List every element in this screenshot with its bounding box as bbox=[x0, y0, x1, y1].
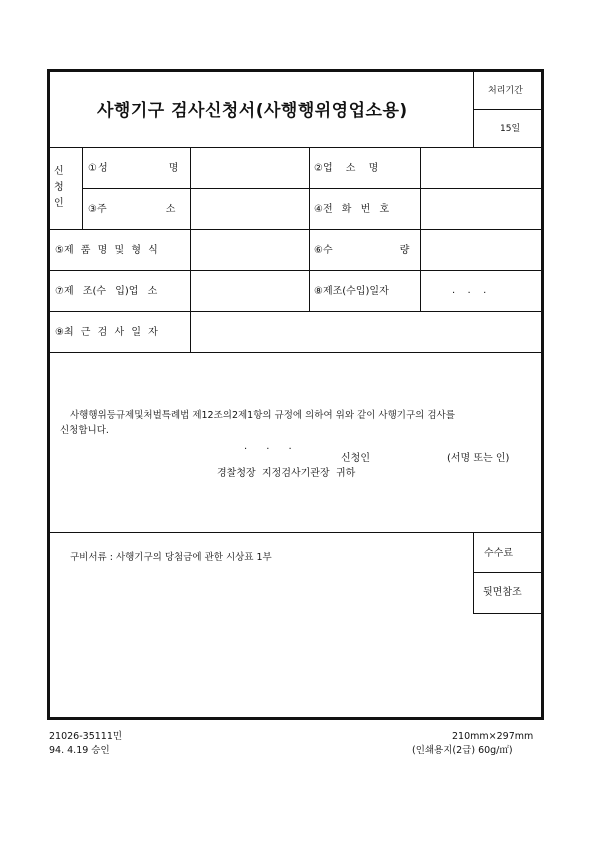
col-line-2 bbox=[309, 147, 310, 311]
processing-period-value: 15일 bbox=[500, 124, 521, 134]
applicant-sign-label: 신청인 bbox=[341, 453, 370, 464]
doc-number: 21026-35111민 bbox=[49, 731, 123, 742]
applicant-label-1: 신 bbox=[54, 166, 64, 177]
addressee: 경찰청장 지정검사기관장 귀하 bbox=[217, 468, 356, 479]
manufacture-date-label: ⑧제조(수입)일자 bbox=[314, 286, 389, 297]
applicant-divider bbox=[82, 147, 83, 229]
application-date[interactable]: . . . bbox=[244, 441, 292, 452]
manufacture-date-value[interactable]: . . . bbox=[452, 285, 489, 296]
fee-label: 수수료 bbox=[484, 548, 513, 559]
signature-note: (서명 또는 인) bbox=[447, 453, 510, 464]
applicant-label-2: 청 bbox=[54, 182, 64, 193]
paper-size: 210mm×297mm bbox=[452, 731, 534, 742]
applicant-label-3: 인 bbox=[54, 198, 64, 209]
approval-date: 94. 4.19 승인 bbox=[49, 745, 110, 756]
row-line-6 bbox=[49, 352, 542, 353]
form-title: 사행기구 검사신청서(사행행위영업소용) bbox=[97, 101, 408, 121]
row-line-7 bbox=[49, 532, 542, 533]
manufacturer-label: ⑦제 조(수 입)업 소 bbox=[55, 286, 158, 297]
address-label: ③주 소 bbox=[88, 204, 176, 215]
processing-divider bbox=[473, 109, 542, 110]
paper-spec: (인쇄용지(2급) 60g/㎡) bbox=[412, 745, 513, 756]
processing-period-label: 처리기간 bbox=[488, 86, 523, 96]
quantity-label: ⑥수 량 bbox=[314, 245, 410, 256]
last-inspection-field[interactable] bbox=[191, 312, 541, 352]
business-name-field[interactable] bbox=[421, 148, 541, 188]
name-label: ①성 명 bbox=[88, 163, 180, 174]
product-label: ⑤제 품 명 및 형 식 bbox=[55, 245, 158, 256]
required-documents: 구비서류 : 사행기구의 당첨금에 관한 시상표 1부 bbox=[70, 552, 272, 563]
address-field[interactable] bbox=[191, 189, 308, 229]
declaration-line-1: 사행행위등규제및처벌특례법 제12조의2제1항의 규정에 의하여 위와 같이 사행기구의 검사를 bbox=[70, 410, 455, 421]
fee-row-divider bbox=[473, 572, 542, 573]
business-name-label: ②업 소 명 bbox=[314, 163, 379, 174]
last-inspection-label: ⑨최 근 검 사 일 자 bbox=[55, 327, 158, 338]
declaration-line-2: 신청합니다. bbox=[60, 425, 109, 436]
fee-bottom-line bbox=[473, 613, 542, 614]
manufacturer-field[interactable] bbox=[191, 271, 308, 311]
name-field[interactable] bbox=[191, 148, 308, 188]
product-field[interactable] bbox=[191, 230, 308, 270]
phone-field[interactable] bbox=[421, 189, 541, 229]
see-back-note: 뒷면참조 bbox=[483, 587, 522, 598]
phone-label: ④전 화 번 호 bbox=[314, 204, 390, 215]
quantity-field[interactable] bbox=[421, 230, 541, 270]
